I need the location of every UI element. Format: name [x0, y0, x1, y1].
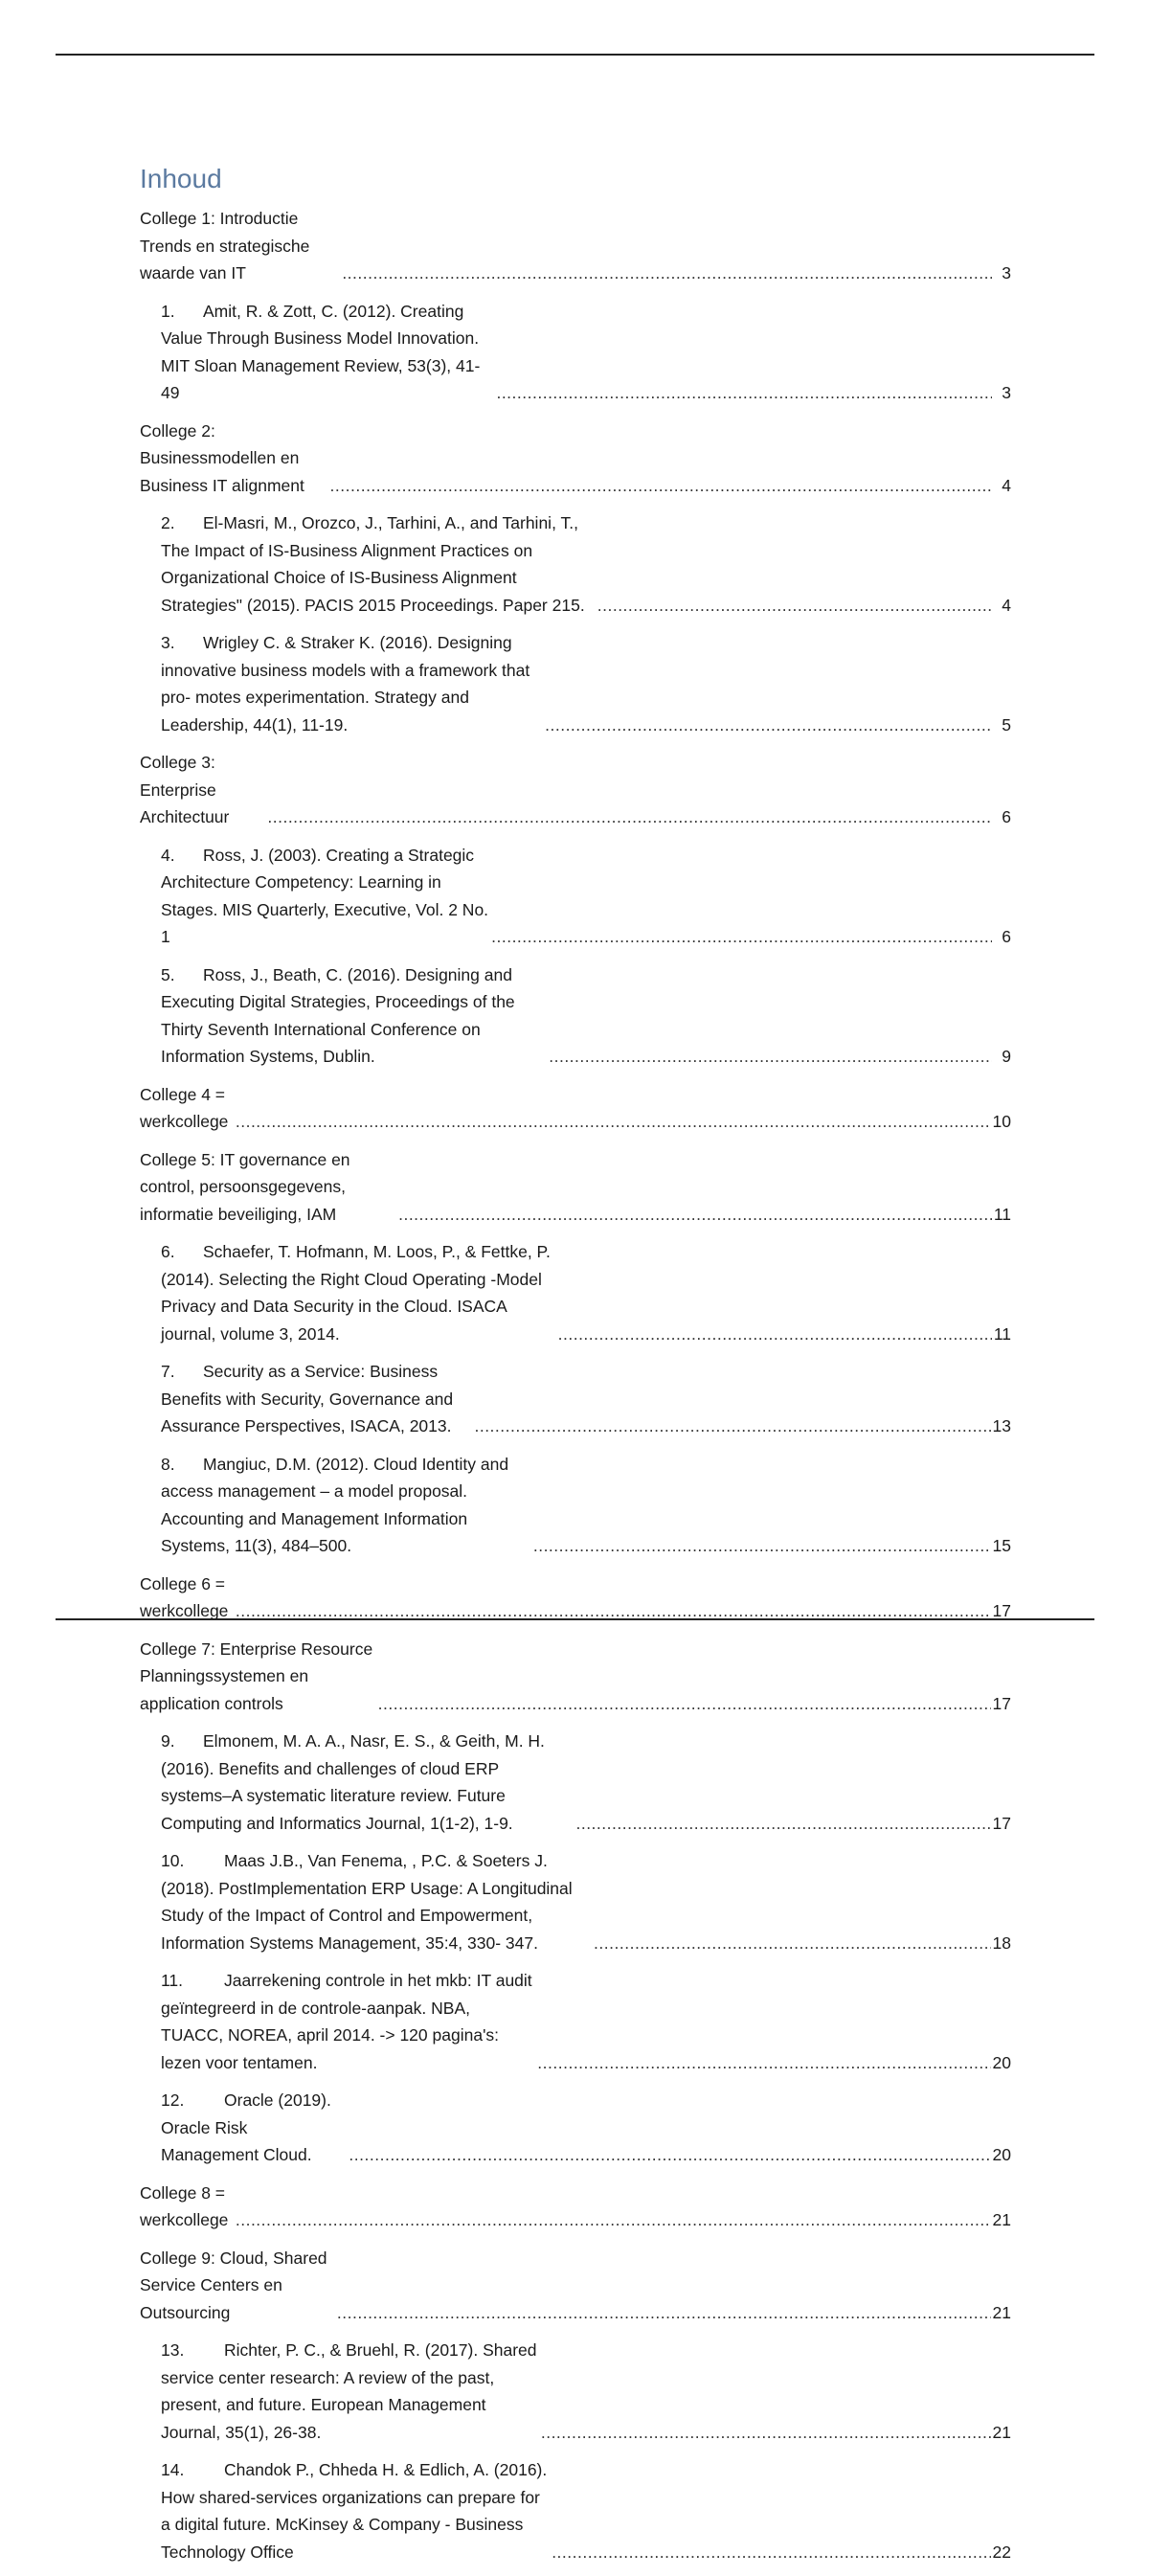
toc-entry-text: 4. Ross, J. (2003). Creating a Strategic Architecture Competency: Learning in Stages. MIS Quarterly, Executive, Vol. 2 No. 1 [161, 842, 489, 951]
toc-entry-college-8[interactable] [140, 2180, 1011, 2234]
leader-dots [337, 2299, 991, 2327]
toc-entry-reading-7[interactable] [140, 1358, 1011, 1440]
leader-dots [267, 803, 992, 831]
toc-entry-number: 2. [161, 513, 175, 532]
toc-page-number: 21 [992, 2210, 1011, 2229]
toc-entry-text: College 9: Cloud, Shared Service Centers en Outsourcing [140, 2248, 327, 2322]
leader-dots [236, 1597, 991, 1625]
toc-page-number: 18 [992, 1932, 1011, 1953]
toc-page-number: 17 [992, 1601, 1011, 1620]
leader-dots [558, 1321, 992, 1348]
toc-page-number: 20 [992, 2145, 1011, 2164]
toc-entry-text: College 7: Enterprise Resource Planningssystemen en application controls [140, 1638, 373, 1713]
toc-entry-college-5[interactable] [140, 1146, 1011, 1229]
leader-dots [533, 1532, 991, 1560]
toc-entry-college-6[interactable] [140, 1570, 1011, 1625]
toc-entry-text: 6. Schaefer, T. Hofmann, M. Loos, P., & Fettke, P. (2014). Selecting the Right Cloud Operating -Model Privacy and Data Security in the Cloud. ISACA journal, volume 3, 2014. [161, 1238, 556, 1347]
leader-dots [496, 379, 992, 407]
leader-dots [349, 2141, 990, 2169]
toc-entry-reading-6[interactable] [140, 1238, 1011, 1347]
toc-page-number: 6 [1002, 927, 1011, 946]
toc-entry-number: 3. [161, 633, 175, 652]
toc-entry-reading-13[interactable] [140, 2337, 1011, 2446]
toc-entry-text: 1. Amit, R. & Zott, C. (2012). Creating Value Through Business Model Innovation. MIT Sloan Management Review, 53(3), 41-49 [161, 298, 494, 407]
toc-entry-text: 3. Wrigley C. & Straker K. (2016). Designing innovative business models with a framework that pro- motes experimentation. Strategy and Leadership, 44(1), 11-19. [161, 629, 543, 738]
toc-entry-text: College 3: Enterprise Architectuur [140, 753, 230, 826]
leader-dots [342, 260, 992, 287]
toc-entry-number: 1. [161, 301, 175, 321]
toc-entry-text: 14. Chandok P., Chheda H. & Edlich, A. (2016). How shared-services organizations can prepare for a digital future. McKinsey & Company - Business Technology Office [161, 2456, 550, 2565]
leader-dots [549, 1043, 992, 1071]
toc-entry-number: 12. [161, 2090, 185, 2110]
toc-entry-text: 8. Mangiuc, D.M. (2012). Cloud Identity and access management – a model proposal. Accounting and Management Information Systems, 11(3), 484–500. [161, 1451, 531, 1560]
toc-entry-reading-4[interactable] [140, 842, 1011, 951]
toc-entry-number: 4. [161, 845, 175, 865]
toc-title: Inhoud [140, 164, 222, 193]
toc-page-number: 6 [1002, 807, 1011, 826]
toc-entry-number: 6. [161, 1242, 175, 1261]
toc-entry-text: College 1: Introductie Trends en strategische waarde van IT [140, 209, 310, 282]
leader-dots [474, 1412, 990, 1440]
toc-entry-text: 7. Security as a Service: Business Benefits with Security, Governance and Assurance Perspectives, ISACA, 2013. [161, 1358, 472, 1440]
toc-page-number: 4 [1002, 595, 1011, 615]
leader-dots [594, 1930, 990, 1957]
leader-dots [398, 1201, 992, 1229]
toc-entry-text: College 5: IT governance en control, persoonsgegevens, informatie beveiliging, IAM [140, 1149, 350, 1224]
toc-entry-college-9[interactable] [140, 2245, 1011, 2327]
toc-entry-reading-3[interactable] [140, 629, 1011, 738]
toc-entry-college-4[interactable] [140, 1081, 1011, 1136]
toc-page-number: 17 [992, 1813, 1011, 1833]
leader-dots [552, 2539, 990, 2566]
toc-page-number: 5 [1002, 714, 1011, 734]
leader-dots [541, 2419, 991, 2447]
toc-page-number: 11 [993, 1323, 1011, 1344]
toc-page-number: 3 [1002, 383, 1011, 402]
toc-page-number: 9 [1002, 1047, 1011, 1066]
leader-dots [491, 923, 992, 951]
toc-page-number: 4 [1002, 475, 1011, 495]
toc-entry-text: College 4 = werkcollege [140, 1084, 229, 1131]
toc-page-number: 3 [1002, 263, 1011, 282]
toc-entry-text: 2. El-Masri, M., Orozco, J., Tarhini, A., and Tarhini, T., The Impact of IS-Business Alignment Practices on Organizational Choice of IS-Business Alignment Strategies" (2015). PACIS 2015 Proceedings. Paper 215. [161, 509, 596, 619]
toc-page-number: 21 [992, 2422, 1011, 2442]
toc-entry-text: 11. Jaarrekening controle in het mkb: IT audit geïntegreerd in de controle-aanpak. NBA, TUACC, NOREA, april 2014. -> 120 pagina's: lezen voor tentamen. [161, 1967, 535, 2076]
toc-entry-number: 10. [161, 1851, 185, 1870]
toc-entry-number: 5. [161, 964, 175, 984]
toc-entry-reading-1[interactable] [140, 298, 1011, 407]
toc-entry-college-7[interactable] [140, 1636, 1011, 1718]
toc-entry-reading-11[interactable] [140, 1967, 1011, 2076]
toc-entry-text: 9. Elmonem, M. A. A., Nasr, E. S., & Geith, M. H. (2016). Benefits and challenges of cloud ERP systems–A systematic literature review. Future Computing and Informatics Journal, 1(1-2), 1-9. [161, 1728, 574, 1837]
toc-entry-reading-2[interactable] [140, 509, 1011, 619]
leader-dots [236, 2206, 991, 2234]
leader-dots [236, 1108, 991, 1136]
toc-page-number: 22 [992, 2542, 1011, 2562]
toc-entry-reading-5[interactable] [140, 961, 1011, 1071]
toc-entry-reading-12[interactable] [140, 2087, 1011, 2169]
toc-entry-college-3[interactable] [140, 749, 1011, 831]
toc-entry-number: 7. [161, 1362, 175, 1381]
toc-page-number: 17 [992, 1693, 1011, 1713]
toc-entry-text: 5. Ross, J., Beath, C. (2016). Designing and Executing Digital Strategies, Proceedings of the Thirty Seventh International Conference on Information Systems, Dublin. [161, 961, 547, 1071]
toc-page-number: 11 [993, 1204, 1011, 1224]
toc-page-number: 21 [992, 2302, 1011, 2322]
footer-rule [56, 1618, 1094, 1620]
toc-entry-college-2[interactable] [140, 418, 1011, 500]
leader-dots [575, 1810, 990, 1838]
toc-entry-reading-8[interactable] [140, 1451, 1011, 1560]
leader-dots [330, 472, 992, 500]
toc-entry-text: College 6 = werkcollege [140, 1573, 229, 1620]
leader-dots [378, 1690, 991, 1718]
leader-dots [597, 592, 992, 620]
toc-entry-reading-14[interactable] [140, 2456, 1011, 2565]
toc-entry-college-1[interactable] [140, 205, 1011, 287]
toc-entry-text: College 2: Businessmodellen en Business IT alignment [140, 420, 304, 495]
toc-entry-reading-9[interactable] [140, 1728, 1011, 1837]
toc-entry-number: 13. [161, 2340, 185, 2360]
toc-entry-number: 8. [161, 1454, 175, 1474]
toc-entry-text: 13. Richter, P. C., & Bruehl, R. (2017). Shared service center research: A review of the past, present, and future. European Management Journal, 35(1), 26-38. [161, 2337, 539, 2446]
toc-entry-number: 14. [161, 2460, 185, 2479]
toc-page-number: 10 [992, 1112, 1011, 1131]
toc-page-number: 15 [992, 1536, 1011, 1555]
toc-page-number: 13 [992, 1416, 1011, 1435]
table-of-contents [140, 163, 1011, 2576]
toc-entry-number: 11. [161, 1971, 184, 1990]
header-rule [56, 54, 1094, 56]
toc-entry-reading-10[interactable] [140, 1847, 1011, 1956]
toc-entry-number: 9. [161, 1731, 175, 1751]
leader-dots [537, 2049, 990, 2077]
toc-entry-text: 10. Maas J.B., Van Fenema, , P.C. & Soeters J. (2018). PostImplementation ERP Usage: A Longitudinal Study of the Impact of Control and Empowerment, Information Systems Management, 35:4, 330- 347. [161, 1847, 592, 1956]
leader-dots [545, 712, 992, 739]
toc-page-number: 20 [992, 2052, 1011, 2072]
toc-entry-text: College 8 = werkcollege [140, 2182, 229, 2229]
toc-entry-text: 12. Oracle (2019). Oracle Risk Management Cloud. [161, 2087, 347, 2169]
